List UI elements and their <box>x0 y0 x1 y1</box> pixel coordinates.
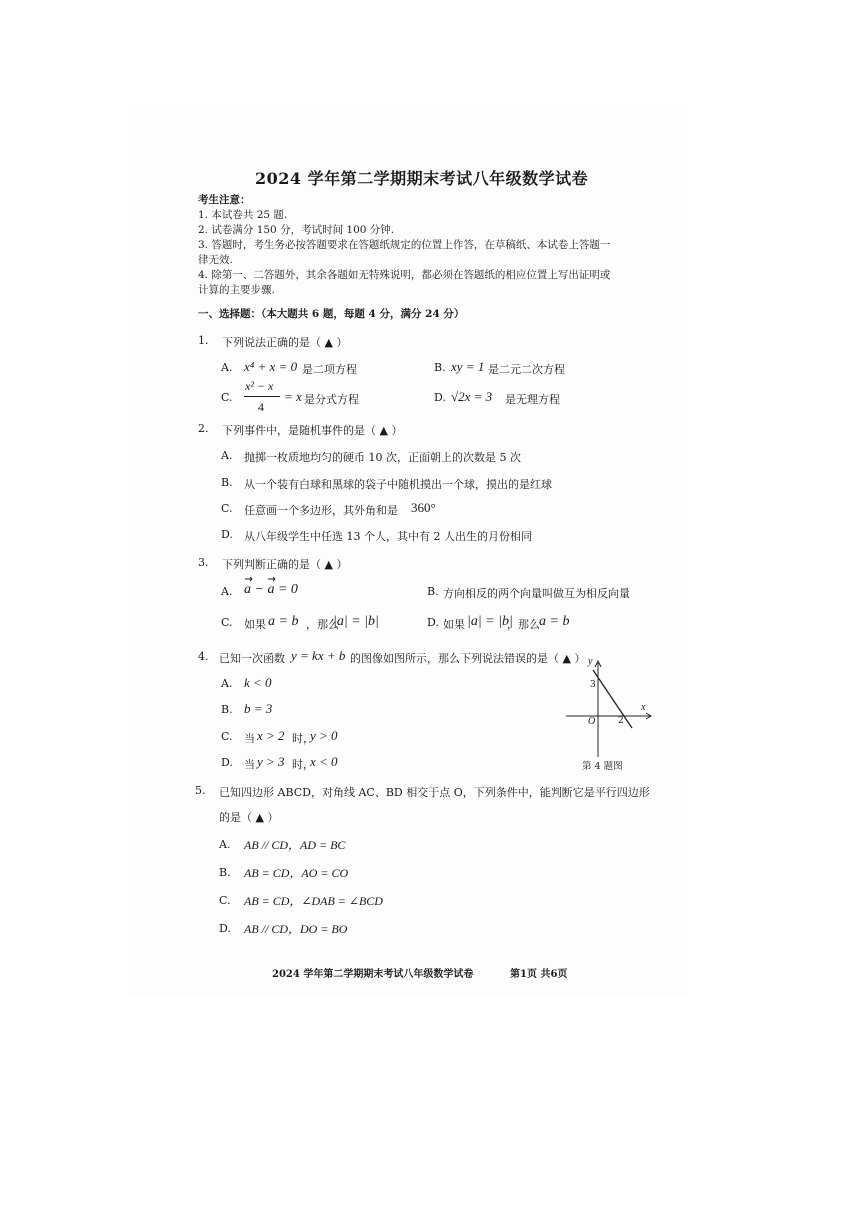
option-math: AB // CD，AD = BC <box>244 838 346 852</box>
vector-arrows <box>244 575 284 583</box>
option-text: 从八年级学生中任选 13 个人，其中有 2 人出生的月份相同 <box>244 530 532 543</box>
option-text: 如果 <box>244 618 266 631</box>
option-math: |a| = |b| <box>333 614 379 629</box>
notice-line: 1. 本试卷共 25 题. <box>198 209 288 221</box>
option-math: y > 3 <box>257 754 285 769</box>
option-text: 是二项方程 <box>302 363 357 376</box>
notice-line: 2. 试卷满分 150 分，考试时间 100 分钟. <box>198 224 395 236</box>
footer-title: 2024 学年第二学期期末考试八年级数学试卷 <box>272 969 474 980</box>
option-text: 是二元二次方程 <box>488 363 565 376</box>
option-label: B. <box>221 703 233 716</box>
option-label: D. <box>221 528 233 541</box>
question-stem: 已知一次函数 <box>219 652 285 665</box>
question-number: 1. <box>198 334 209 347</box>
option-label: A. <box>221 677 233 690</box>
option-text: 是无理方程 <box>505 393 560 406</box>
option-math: x > 2 <box>257 728 285 743</box>
fraction-numerator: x² − x <box>245 379 274 393</box>
question-stem: 下列事件中，是随机事件的是（ ▲ ） <box>222 424 403 437</box>
notice-heading: 考生注意： <box>198 194 251 206</box>
option-text: 如果 <box>443 618 465 631</box>
question-number: 3. <box>198 556 209 569</box>
question-stem: 下列判断正确的是（ ▲ ） <box>222 558 348 571</box>
question-stem: 下列说法正确的是（ ▲ ） <box>222 336 348 349</box>
option-math: y > 0 <box>310 728 338 743</box>
option-label: B. <box>427 585 439 598</box>
option-label: A. <box>221 585 233 598</box>
option-text: 当 <box>244 758 255 771</box>
notice-line: 4. 除第一、二答题外，其余各题如无特殊说明，都必须在答题纸的相应位置上写出证明或 <box>198 269 611 281</box>
section-heading: 一、选择题：（本大题共 6 题，每题 4 分，满分 24 分） <box>198 308 465 320</box>
option-label: D. <box>219 922 231 935</box>
question-number: 2. <box>198 422 209 435</box>
option-math: a = b <box>539 614 570 629</box>
option-math: b = 3 <box>244 701 273 716</box>
option-text: 时， <box>292 758 314 771</box>
x-intercept-label: 2 <box>618 716 624 726</box>
graph-caption: 第 4 题图 <box>582 761 623 772</box>
notice-line: 计算的主要步骤. <box>198 284 275 296</box>
option-text: 任意画一个多边形，其外角和是 <box>244 504 398 517</box>
option-text: 时， <box>292 732 314 745</box>
y-intercept-label: 3 <box>590 680 596 690</box>
option-text: 从一个装有白球和黑球的袋子中随机摸出一个球，摸出的是红球 <box>244 478 552 491</box>
option-label: C. <box>221 616 233 629</box>
option-label: D. <box>221 756 233 769</box>
question-number: 4. <box>198 650 209 663</box>
fraction-bar <box>244 396 280 397</box>
option-text: 抛掷一枚质地均匀的硬币 10 次，正面朝上的次数是 5 次 <box>244 451 521 464</box>
option-label: C. <box>221 502 233 515</box>
option-text: 是分式方程 <box>304 393 359 406</box>
option-math: AB // CD，DO = BO <box>244 922 348 936</box>
option-label: A. <box>219 838 231 851</box>
y-axis-label: y <box>588 656 593 667</box>
option-math: a = b <box>268 614 299 629</box>
option-math: AB = CD，AO = CO <box>244 866 349 880</box>
option-label: D. <box>434 391 446 404</box>
option-label: A. <box>221 361 233 374</box>
option-label: B. <box>219 866 231 879</box>
option-text: ，那么 <box>306 618 339 631</box>
origin-label: O <box>588 716 596 727</box>
notice-line: 3. 答题时，考生务必按答题要求在答题纸规定的位置上作答，在草稿纸、本试卷上答题一 <box>198 239 611 251</box>
page-number: 第1页 共6页 <box>510 969 568 980</box>
option-label: C. <box>221 730 233 743</box>
option-label: C. <box>221 391 233 404</box>
option-math: √2x = 3 <box>451 389 493 404</box>
fraction-denominator: 4 <box>258 400 264 414</box>
x-axis-label: x <box>641 702 646 713</box>
option-label: B. <box>221 476 233 489</box>
option-text: ，那么 <box>507 618 540 631</box>
option-math: a − a = 0 <box>244 582 298 597</box>
question-stem: 已知四边形 ABCD，对角线 AC、BD 相交于点 O，下列条件中，能判断它是平行四边形 <box>219 786 650 799</box>
question-number: 5. <box>195 784 206 797</box>
option-text: 方向相反的两个向量叫做互为相反向量 <box>443 587 630 600</box>
option-text: 当 <box>244 732 255 745</box>
option-math: = x <box>284 389 302 404</box>
option-math: AB = CD，∠DAB = ∠BCD <box>244 894 383 908</box>
function-line <box>593 670 632 728</box>
option-label: B. <box>434 361 446 374</box>
option-label: C. <box>219 894 231 907</box>
question-stem: 的是（ ▲ ） <box>219 811 279 824</box>
option-math: k < 0 <box>244 675 272 690</box>
exam-title: 2024 学年第二学期期末考试八年级数学试卷 <box>255 169 589 188</box>
option-label: A. <box>221 449 233 462</box>
option-math: x⁴ + x = 0 <box>244 359 298 374</box>
option-math: |a| = |b| <box>467 614 513 629</box>
notice-line: 律无效. <box>198 254 233 266</box>
question-math: y = kx + b <box>291 648 346 663</box>
option-math: 360° <box>411 500 436 515</box>
question-stem: 的图像如图所示，那么下列说法错误的是（ ▲ ） <box>350 652 586 665</box>
option-label: D. <box>427 616 439 629</box>
option-math: x < 0 <box>310 754 338 769</box>
option-math: xy = 1 <box>451 359 485 374</box>
